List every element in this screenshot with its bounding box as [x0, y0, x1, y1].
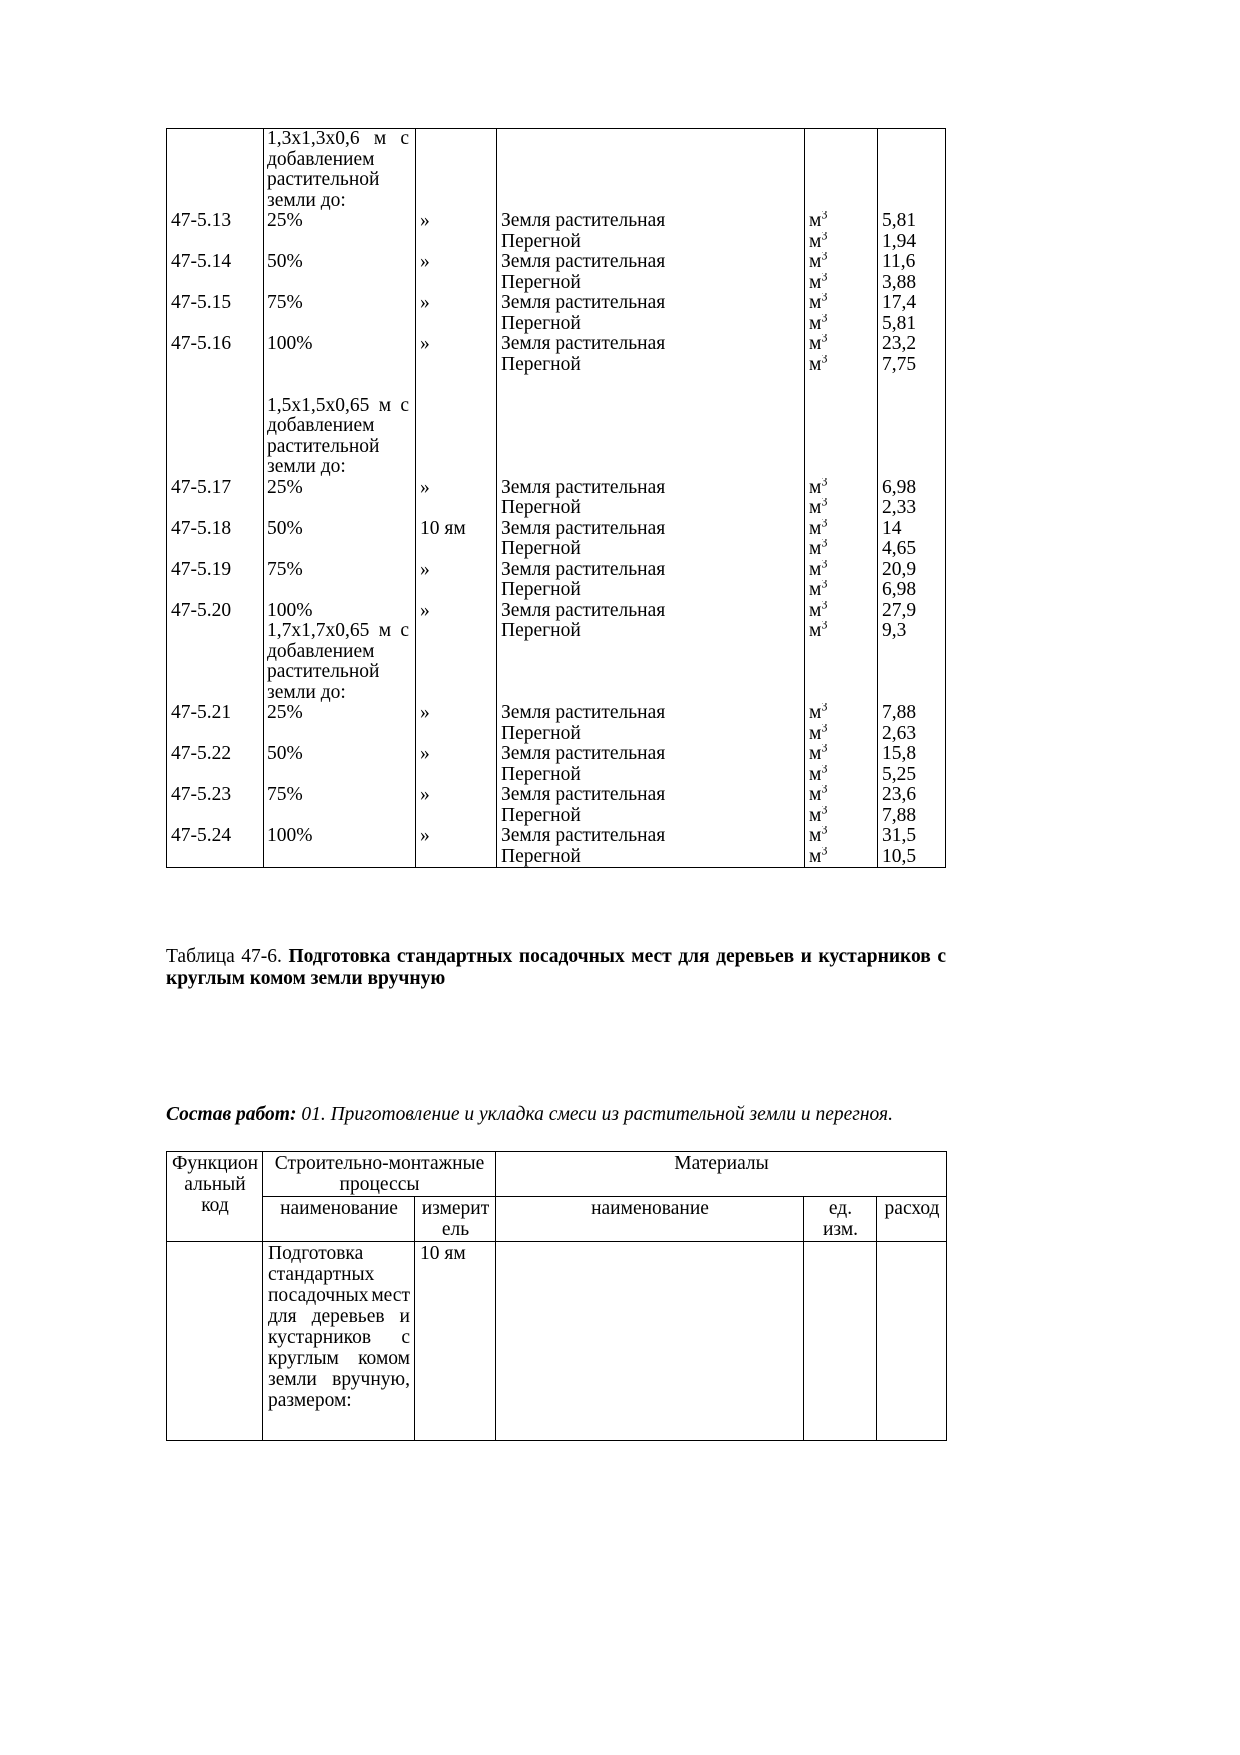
group-header-size [267, 129, 413, 150]
cell-consumption: 27,9 [882, 600, 917, 621]
table-row [167, 355, 945, 376]
table-row [167, 560, 945, 581]
cell-consumption: 23,6 [882, 785, 917, 805]
cell-process-name: 100% [267, 600, 313, 621]
table-row [167, 601, 945, 622]
table-row [167, 703, 945, 724]
cell-process-name: 100% [267, 826, 313, 846]
cell-consumption: 11,6 [882, 252, 916, 272]
table-row [167, 170, 945, 191]
cell-material-name: Земля растительная [501, 334, 666, 354]
cell-consumption: 23,2 [882, 334, 917, 354]
table-47-6-element [166, 1151, 947, 1441]
table-47-6 [166, 1151, 946, 1441]
cell-functional-code: 47-5.22 [171, 744, 232, 764]
table-row [167, 724, 945, 745]
table-row [167, 375, 945, 396]
cell-unit: $м^3$ [809, 498, 828, 518]
group-header-token: с [400, 129, 409, 149]
cell-process-name: 75% [267, 785, 303, 805]
cell-unit: $м^3$ [809, 518, 828, 539]
table-row [167, 806, 945, 827]
table-row [167, 580, 945, 601]
works-label: Состав работ: [166, 1104, 297, 1125]
table-row [167, 765, 945, 786]
cell-consumption: 15,8 [882, 744, 917, 764]
cell-unit: $м^3$ [809, 539, 828, 559]
group-header-token: 1,3x1,3x0,6 [267, 129, 360, 149]
group-header-token: с [400, 621, 409, 641]
header-processes: Строительно-монтажные процессы [263, 1152, 496, 1197]
table-row [167, 396, 945, 417]
caption-title: Подготовка стандартных посадочных мест для деревьев и кустарников с круглым комом земли вручную [166, 946, 947, 989]
cell-unit: $м^3$ [809, 600, 828, 621]
cell-material-name: Земля растительная [501, 559, 666, 580]
cell-unit: $м^3$ [809, 826, 828, 846]
cell-functional-code: 47-5.18 [171, 518, 232, 539]
cell-material-name: Перегной [501, 354, 581, 375]
group-header-line-4: земли до: [267, 457, 346, 477]
cell-material-name: Перегной [501, 272, 581, 293]
word: земли [268, 1369, 317, 1390]
cell-unit: $м^3$ [809, 703, 828, 723]
group-header-line-3: растительной [267, 662, 380, 682]
table-row [167, 293, 945, 314]
cell-material-name: Перегной [501, 231, 581, 252]
table-row [167, 662, 945, 683]
table-row [167, 642, 945, 663]
table-row [167, 621, 945, 642]
header-sub-name-left: наименование [263, 1197, 415, 1242]
cell-material-name: Перегной [501, 498, 581, 518]
cell-functional-code: 47-5.24 [171, 826, 232, 846]
cell-unit: $м^3$ [809, 723, 828, 744]
cell-consumption: 6,98 [882, 580, 917, 600]
group-header-token: 1,5x1,5x0,65 [267, 395, 370, 416]
cell-process-name: 75% [267, 293, 303, 313]
cell-measure: » [420, 334, 430, 354]
table-47-5-grid [166, 128, 946, 868]
cell-consumption: 2,33 [882, 498, 917, 518]
cell-material-name: Земля растительная [501, 744, 666, 764]
cell-process-name: 75% [267, 559, 303, 580]
table-47-5-rows [167, 129, 945, 867]
word: круглым [268, 1348, 339, 1369]
cell-measure: 10 ям [420, 518, 466, 539]
cell-consumption: 17,4 [882, 293, 917, 313]
table-row [167, 273, 945, 294]
cell-functional-code: 47-5.23 [171, 785, 232, 805]
header-sub-consumption: расход [877, 1197, 947, 1242]
word: мест [371, 1285, 410, 1306]
table-row [167, 191, 945, 212]
table-row [167, 498, 945, 519]
word: кустарников [268, 1327, 372, 1348]
table-row [167, 847, 945, 868]
table-row [167, 1242, 947, 1441]
word: комом [358, 1348, 410, 1369]
header-sub-measure: измерит ель [415, 1197, 496, 1242]
group-header-size [267, 621, 413, 642]
table-row [167, 334, 945, 355]
cell-process-name: Подготовка стандартных посадочных мест для деревьев и кустарников с круглым комом земли вручную, размером: [263, 1242, 415, 1441]
cell-unit: $м^3$ [809, 334, 828, 354]
table-row [167, 211, 945, 232]
cell-process-name: 100% [267, 334, 313, 354]
cell-material-name: Земля растительная [501, 600, 666, 621]
cell-unit: $м^3$ [809, 211, 828, 231]
cell-measure: » [420, 477, 430, 498]
cell-consumption: 1,94 [882, 231, 917, 252]
cell-measure: 10 ям [415, 1242, 496, 1441]
cell-functional-code: 47-5.15 [171, 293, 232, 313]
cell-unit: $м^3$ [809, 805, 828, 826]
group-header-size [267, 396, 413, 417]
table-row [167, 150, 945, 171]
cell-unit: $м^3$ [809, 559, 828, 580]
cell-material-name: Перегной [501, 313, 581, 334]
word: для [268, 1306, 297, 1327]
cell-consumption: 10,5 [882, 846, 917, 867]
cell-unit [804, 1242, 877, 1441]
cell-unit: $м^3$ [809, 272, 828, 293]
cell-functional-code: 47-5.20 [171, 600, 232, 621]
cell-unit: $м^3$ [809, 231, 828, 252]
table-row [167, 683, 945, 704]
header-functional-code: Функцион альный код [167, 1152, 263, 1242]
group-header-token: м [378, 395, 392, 416]
cell-measure: » [420, 826, 430, 846]
group-header-token: 1,7x1,7x0,65 [267, 621, 370, 641]
cell-measure: » [420, 600, 430, 621]
works-text: 01. Приготовление и укладка смеси из растительной земли и перегноя. [301, 1104, 893, 1125]
cell-functional-code: 47-5.16 [171, 334, 232, 354]
table-row [167, 314, 945, 335]
cell-unit: $м^3$ [809, 293, 828, 313]
word: деревьев [311, 1306, 385, 1327]
cell-process-name: 50% [267, 744, 303, 764]
word: вручную, [332, 1369, 410, 1390]
cell-consumption: 31,5 [882, 826, 917, 846]
cell-measure: » [420, 744, 430, 764]
header-sub-name-right: наименование [496, 1197, 804, 1242]
cell-unit: $м^3$ [809, 764, 828, 785]
cell-process-name: 25% [267, 703, 303, 723]
cell-functional-code: 47-5.19 [171, 559, 232, 580]
cell-material-name: Земля растительная [501, 252, 666, 272]
cell-material-name: Перегной [501, 723, 581, 744]
word: и [399, 1306, 410, 1327]
cell-consumption: 20,9 [882, 559, 917, 580]
table-row [167, 744, 945, 765]
group-header-token: с [400, 395, 409, 416]
cell-measure: » [420, 211, 430, 231]
cell-functional-code [167, 1242, 263, 1441]
table-row [167, 129, 945, 150]
group-header-line-3: растительной [267, 170, 380, 190]
cell-material-name: Земля растительная [501, 703, 666, 723]
cell-material-name: Земля растительная [501, 211, 666, 231]
cell-material-name: Земля растительная [501, 477, 666, 498]
cell-material-name: Перегной [501, 580, 581, 600]
group-header-line-2: добавлением [267, 416, 375, 436]
group-header-line-2: добавлением [267, 641, 375, 662]
word: с [401, 1327, 410, 1348]
cell-unit: $м^3$ [809, 354, 828, 375]
cell-unit: $м^3$ [809, 313, 828, 334]
cell-material-name: Земля растительная [501, 826, 666, 846]
cell-consumption: 6,98 [882, 477, 917, 498]
table-row [167, 232, 945, 253]
cell-measure: » [420, 785, 430, 805]
cell-material-name: Перегной [501, 805, 581, 826]
cell-material-name: Земля растительная [501, 518, 666, 539]
table-row-header-sub [167, 1197, 947, 1242]
cell-unit: $м^3$ [809, 621, 828, 641]
cell-functional-code: 47-5.13 [171, 211, 232, 231]
cell-material-name: Перегной [501, 846, 581, 867]
header-sub-unit: ед. изм. [804, 1197, 877, 1242]
table-row [167, 457, 945, 478]
cell-consumption: 7,88 [882, 805, 917, 826]
cell-consumption: 7,88 [882, 703, 917, 723]
cell-consumption: 7,75 [882, 354, 917, 375]
works-composition-line [166, 1104, 956, 1126]
cell-measure: » [420, 293, 430, 313]
cell-process-name: 25% [267, 477, 303, 498]
table-row [167, 785, 945, 806]
cell-consumption: 5,81 [882, 211, 917, 231]
cell-process-name: 25% [267, 211, 303, 231]
cell-unit: $м^3$ [809, 580, 828, 600]
cell-consumption: 9,3 [882, 621, 907, 641]
cell-consumption [877, 1242, 947, 1441]
cell-material-name: Земля растительная [501, 785, 666, 805]
cell-unit: $м^3$ [809, 252, 828, 272]
cell-consumption: 5,81 [882, 313, 917, 334]
group-header-line-4: земли до: [267, 190, 346, 211]
cell-unit: $м^3$ [809, 477, 828, 498]
group-header-line-4: земли до: [267, 682, 346, 703]
cell-functional-code: 47-5.14 [171, 252, 232, 272]
table-47-6-caption [166, 946, 946, 989]
cell-unit: $м^3$ [809, 785, 828, 805]
table-row-header-top [167, 1152, 947, 1197]
cell-process-name: 50% [267, 518, 303, 539]
cell-consumption: 14 [882, 518, 902, 539]
cell-consumption: 3,88 [882, 272, 917, 293]
cell-material-name [496, 1242, 804, 1441]
cell-measure: » [420, 252, 430, 272]
table-row [167, 437, 945, 458]
cell-material-name: Перегной [501, 621, 581, 641]
cell-consumption: 5,25 [882, 764, 917, 785]
group-header-token: м [378, 621, 392, 641]
cell-measure: » [420, 703, 430, 723]
table-row [167, 416, 945, 437]
group-header-line-3: растительной [267, 436, 380, 457]
table-row [167, 252, 945, 273]
cell-material-name: Земля растительная [501, 293, 666, 313]
cell-consumption: 2,63 [882, 723, 917, 744]
cell-material-name: Перегной [501, 539, 581, 559]
group-header-token: м [373, 129, 387, 149]
table-row [167, 826, 945, 847]
cell-functional-code: 47-5.21 [171, 703, 232, 723]
table-row [167, 519, 945, 540]
header-materials: Материалы [496, 1152, 947, 1197]
cell-measure: » [420, 559, 430, 580]
group-header-line-2: добавлением [267, 149, 375, 170]
cell-material-name: Перегной [501, 764, 581, 785]
cell-functional-code: 47-5.17 [171, 477, 232, 498]
cell-consumption: 4,65 [882, 539, 917, 559]
cell-process-name: 50% [267, 252, 303, 272]
word: посадочных [268, 1285, 369, 1306]
cell-unit: $м^3$ [809, 846, 828, 867]
caption-prefix: Таблица 47-6. [166, 946, 282, 967]
table-row [167, 539, 945, 560]
cell-unit: $м^3$ [809, 744, 828, 764]
table-47-5-continued [166, 128, 946, 868]
table-row [167, 478, 945, 499]
